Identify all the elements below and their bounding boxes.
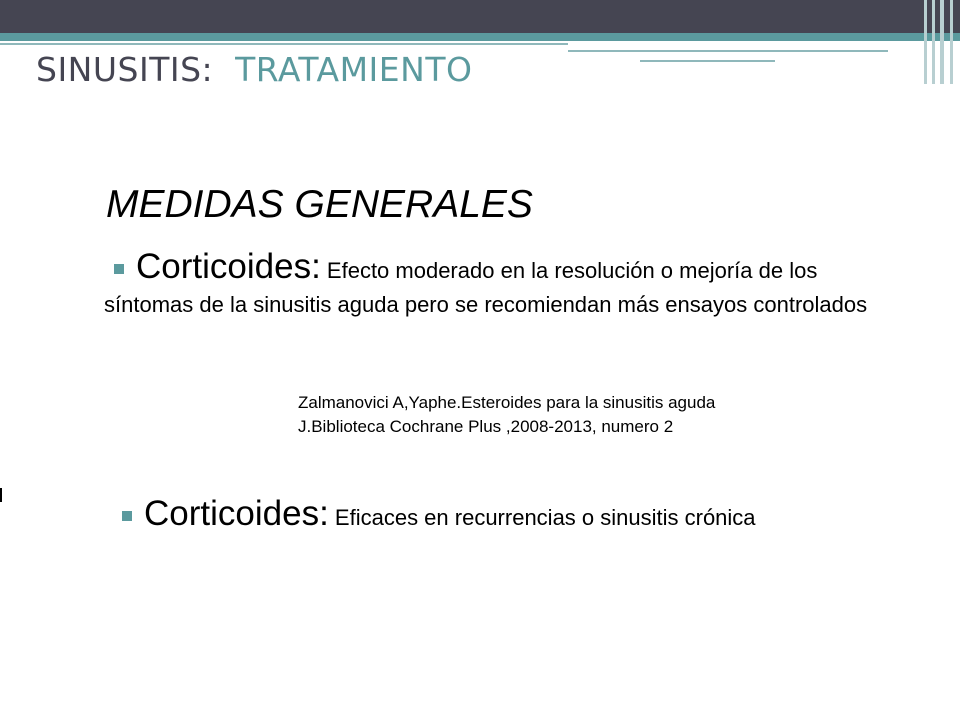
bullet-lead: Corticoides: xyxy=(144,494,329,533)
header-rule xyxy=(0,43,568,45)
header-rule xyxy=(640,60,775,62)
title-part-1: SINUSITIS: xyxy=(36,50,214,89)
bullet-lead: Corticoides: xyxy=(136,247,321,286)
edge-mark xyxy=(0,488,2,502)
section-heading: MEDIDAS GENERALES xyxy=(106,183,533,226)
title-part-2: TRATAMIENTO xyxy=(235,50,473,89)
slide-title xyxy=(36,50,472,89)
bullet-text: Eficaces en recurrencias o sinusitis crónica xyxy=(334,505,756,530)
bullet-text: Efecto moderado en la resolución o mejoría de los síntomas de la sinusitis aguda pero se recomiendan más ensayos controlados xyxy=(104,258,868,317)
citation xyxy=(298,391,715,439)
citation-line-2: J.Biblioteca Cochrane Plus ,2008-2013, numero 2 xyxy=(298,417,674,436)
bullet-item-1 xyxy=(104,247,894,322)
square-bullet-icon xyxy=(122,511,132,521)
header-rule xyxy=(568,50,888,52)
bullet-item-2 xyxy=(112,494,902,535)
header-decoration xyxy=(920,0,960,84)
citation-line-1: Zalmanovici A,Yaphe.Esteroides para la sinusitis aguda xyxy=(298,393,716,412)
header-dark-band xyxy=(0,0,960,33)
square-bullet-icon xyxy=(114,264,124,274)
header-accent-band xyxy=(0,33,960,41)
